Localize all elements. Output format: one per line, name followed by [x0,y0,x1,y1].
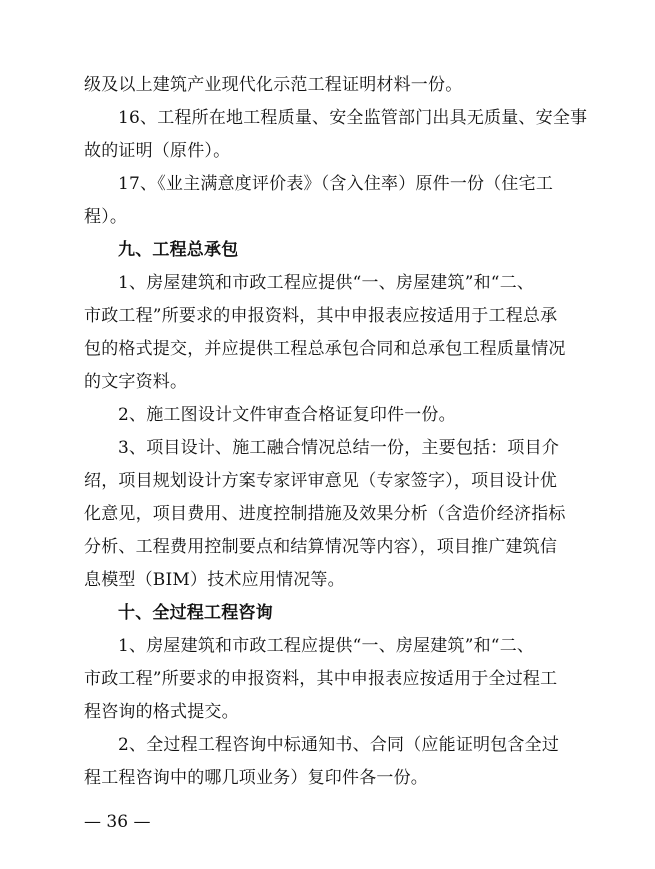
text-line: 1、房屋建筑和市政工程应提供“一、房屋建筑”和“二、 [118,636,535,656]
text-line: 息模型（BIM）技术应用情况等。 [84,570,345,590]
text-line: 2、施工图设计文件审查合格证复印件一份。 [118,405,456,425]
text-line: 级及以上建筑产业现代化示范工程证明材料一份。 [84,75,463,95]
text-line: 2、全过程工程咨询中标通知书、合同（应能证明包含全过 [118,735,560,755]
text-line: 程咨询的格式提交。 [84,702,239,722]
text-line: 1、房屋建筑和市政工程应提供“一、房屋建筑”和“二、 [118,273,535,293]
text-line: 包的格式提交，并应提供工程总承包合同和总承包工程质量情况 [84,339,566,359]
text-line: 16、工程所在地工程质量、安全监管部门出具无质量、安全事 [118,108,588,128]
text-line: 市政工程”所要求的申报资料，其中申报表应按适用于全过程工 [84,669,558,689]
text-line: 分析、工程费用控制要点和结算情况等内容），项目推广建筑信 [84,537,558,557]
text-line: 程工程咨询中的哪几项业务）复印件各一份。 [84,768,428,788]
section-heading: 十、全过程工程咨询 [118,603,273,623]
text-line: 绍，项目规划设计方案专家评审意见（专家签字），项目设计优 [84,471,558,491]
text-line: 17、《业主满意度评价表》（含入住率）原件一份（住宅工 [118,174,554,194]
text-line: 3、项目设计、施工融合情况总结一份，主要包括：项目介 [118,438,560,458]
text-line: 市政工程”所要求的申报资料，其中申报表应按适用于工程总承 [84,306,558,326]
text-line: 的文字资料。 [84,372,188,392]
text-line: 程）。 [84,207,128,227]
section-heading: 九、工程总承包 [118,240,239,260]
text-line: 化意见，项目费用、进度控制措施及效果分析（含造价经济指标 [84,504,566,524]
page-number: — 36 — [84,812,151,832]
text-line: 故的证明（原件）。 [84,141,231,161]
